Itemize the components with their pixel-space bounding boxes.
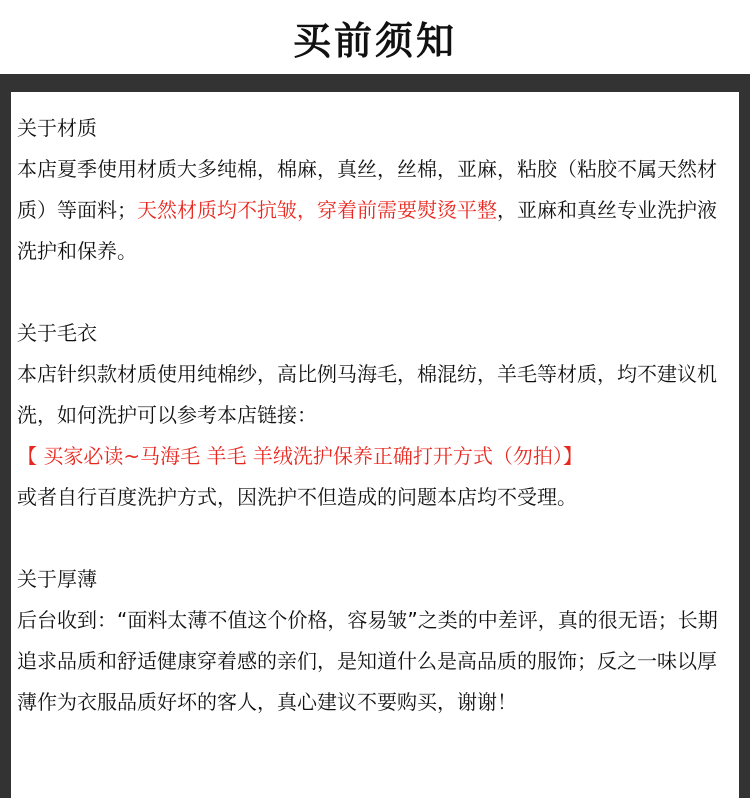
section-sweater xyxy=(17,313,735,518)
section-heading-thickness: 关于厚薄 xyxy=(17,567,97,591)
sweater-care-link[interactable]: 【 买家必读~马海毛 羊毛 羊绒洗护保养正确打开方式（勿拍）】 xyxy=(17,444,583,468)
section-material xyxy=(17,108,735,272)
notice-frame xyxy=(0,74,750,798)
sweater-paragraph: 本店针织款材质使用纯棉纱，高比例马海毛，棉混纺，羊毛等材质，均不建议机洗，如何洗护可以参考本店链接： xyxy=(17,362,717,427)
section-heading-material: 关于材质 xyxy=(17,116,97,140)
page-title: 买前须知 xyxy=(292,18,457,63)
material-warning: 天然材质均不抗皱，穿着前需要熨烫平整 xyxy=(137,198,497,222)
material-paragraph xyxy=(17,149,735,272)
page-header xyxy=(0,0,750,74)
thickness-paragraph: 后台收到：“面料太薄不值这个价格，容易皱”之类的中差评，真的很无语；长期追求品质和舒适健康穿着感的亲们，是知道什么是高品质的服饰；反之一味以厚薄作为衣服品质好坏的客人，真心建议不要购买，谢谢！ xyxy=(17,608,718,714)
notice-panel xyxy=(11,92,739,798)
section-spacer xyxy=(17,272,735,313)
notice-content xyxy=(17,108,735,723)
section-heading-sweater: 关于毛衣 xyxy=(17,321,97,345)
material-text: 本店夏季使用材质大多纯棉，棉麻，真丝，丝棉，亚麻，粘胶（粘胶不属天然材质）等面料； xyxy=(17,157,717,222)
section-thickness xyxy=(17,559,735,723)
section-spacer xyxy=(17,518,735,559)
sweater-disclaimer: 或者自行百度洗护方式，因洗护不但造成的问题本店均不受理。 xyxy=(17,485,577,509)
material-text-end: ，亚麻和真丝专业洗护液洗护和保养。 xyxy=(17,198,717,263)
